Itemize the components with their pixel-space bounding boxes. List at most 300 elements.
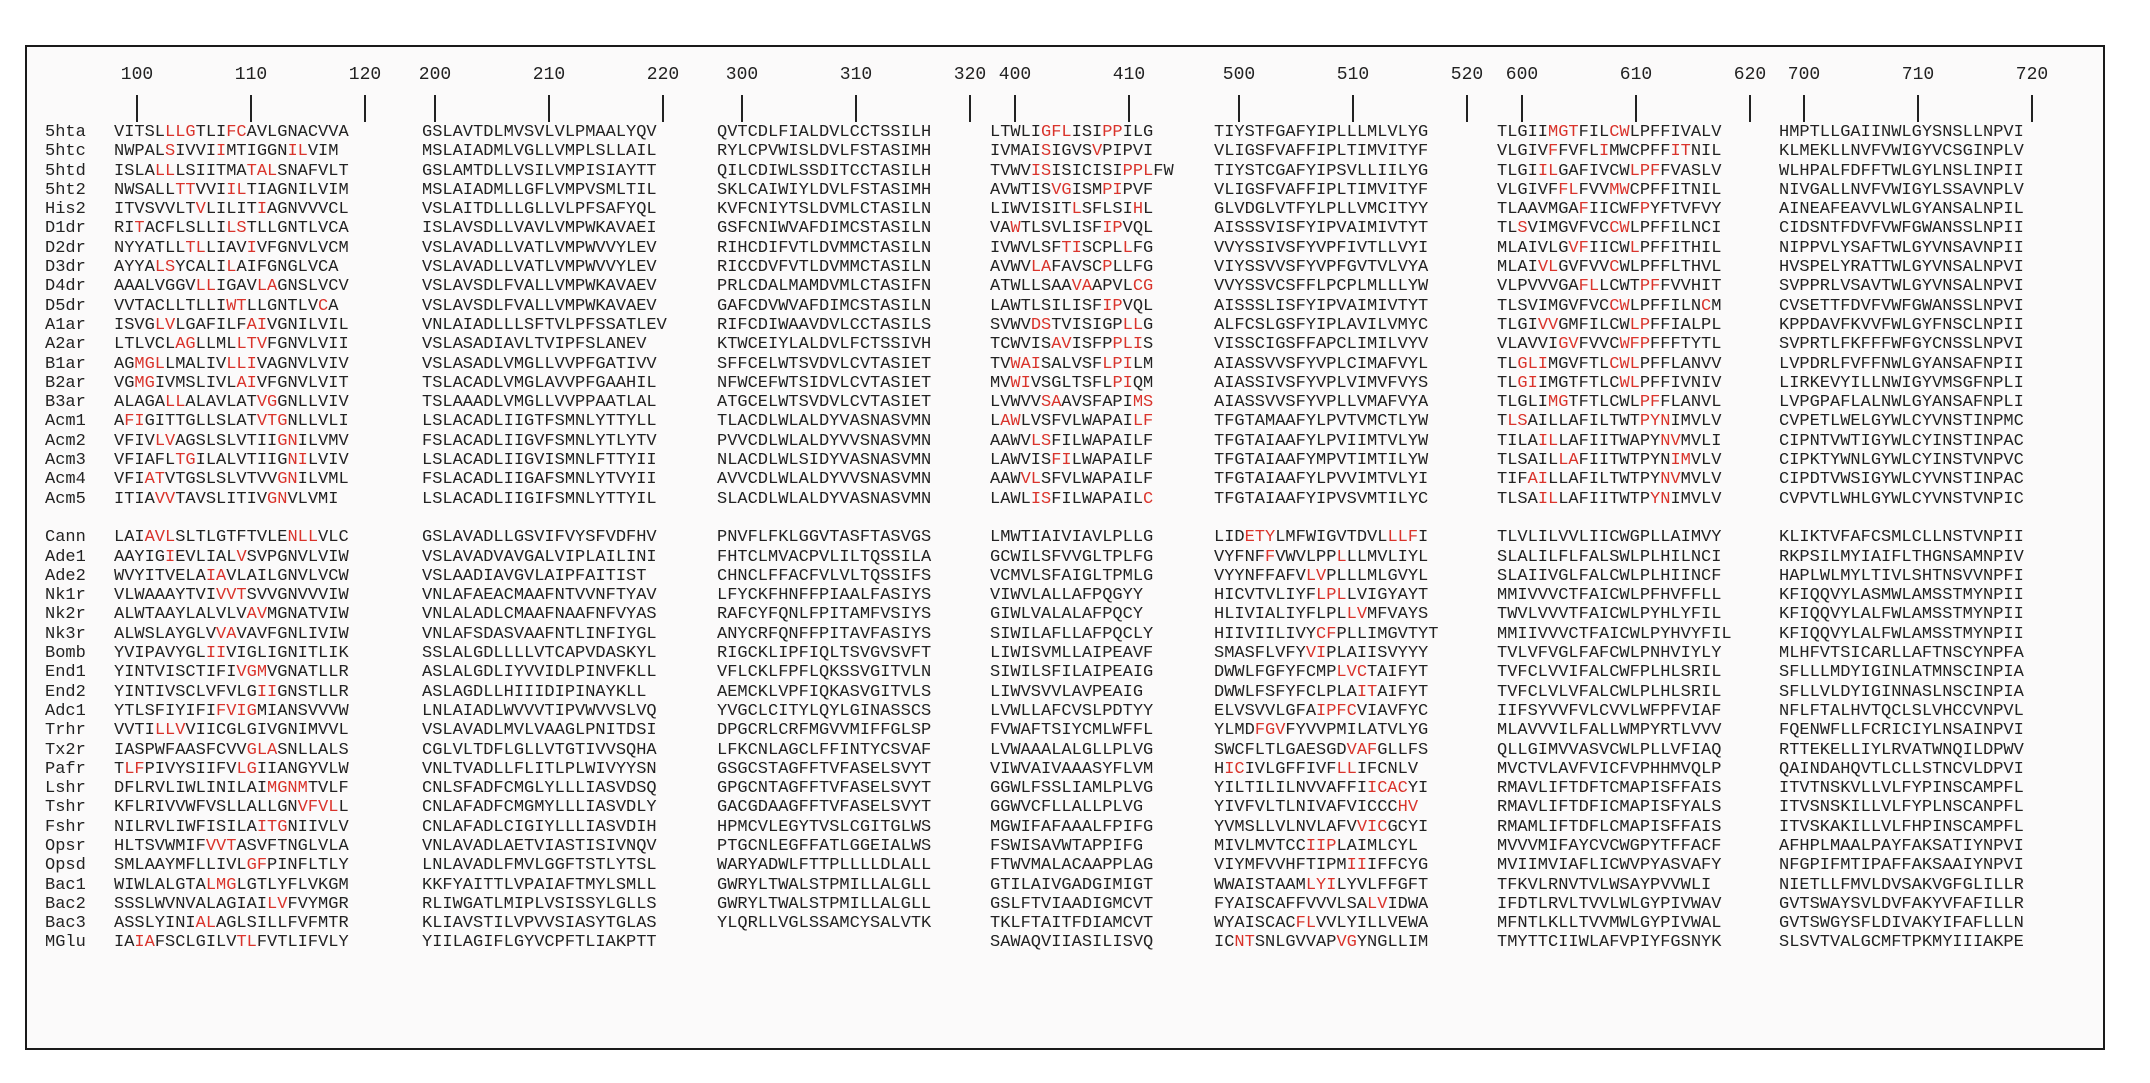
sequence-name: Opsr (45, 836, 86, 856)
conserved-residues: TAL (246, 161, 278, 181)
residues: SFVLWAPAILF (1041, 470, 1154, 490)
residues: TAVSLITIV (175, 489, 268, 509)
residues: VGNATLLR (267, 663, 349, 683)
residues: LNLAIADLWVVVTIPVWVVSLVQ (422, 701, 657, 721)
sequence-row (717, 490, 931, 509)
sequence-row (717, 663, 931, 682)
residues: FILWAPAILF (1051, 431, 1154, 451)
sequence-row (1497, 258, 1732, 277)
sequence-row (1214, 798, 1438, 817)
residues: NIL (1690, 142, 1722, 162)
sequence-row (1779, 374, 2024, 393)
residues: NILRVLIWFISILA (114, 817, 257, 837)
conserved-residues: LL (1336, 759, 1357, 779)
residues: ASLALGDLIYVVIDLPINVFKLL (422, 663, 657, 683)
residues: NLACDLWLSIDYVASNASVMN (717, 451, 932, 471)
sequence-row (1497, 123, 1732, 142)
sequence-row (1497, 374, 1732, 393)
conserved-residues: SA (1041, 393, 1062, 413)
residues: VSLAVADLLVATLVMPWVVYLEV (422, 258, 657, 278)
conserved-residues: IA (205, 566, 227, 586)
sequence-name: Tshr (45, 798, 86, 818)
residues: SVPRTLFKFFFWFGYCNSSLNPVI (1779, 335, 2024, 355)
sequence-row (422, 586, 667, 605)
residues: VLC (318, 528, 349, 548)
sequence-row (1497, 219, 1732, 238)
residues: LLFG (1112, 258, 1154, 278)
conserved-residues: L (1071, 200, 1082, 220)
residues: TMYTTCIIWLAFVPIYFGSNYK (1497, 933, 1722, 953)
residues: TFGTAMAAFYLPVTVMCTLYW (1214, 412, 1429, 432)
residues: SVWV (990, 315, 1031, 335)
sequence-row (114, 200, 349, 219)
residues: FVVHIT (1660, 277, 1722, 297)
residues: LM (1132, 354, 1154, 374)
alignment-block (717, 123, 931, 933)
residues: TSLACADLVMGLAVVPFGAAHIL (422, 373, 657, 393)
residues: LIWVISIT (990, 200, 1072, 220)
position-label: 610 (1619, 65, 1653, 85)
sequence-row (422, 142, 667, 161)
conserved-residues: VGM (236, 663, 268, 683)
residues: FSWISAVWTAPPIFG (990, 836, 1144, 856)
residues: MTIGGN (226, 142, 288, 162)
sequence-row (717, 162, 931, 181)
residues: TV (990, 354, 1011, 374)
sequence-row (114, 393, 349, 412)
residues: LIWVSVVLAVPEAIG (990, 682, 1144, 702)
residues: ISLA (114, 161, 155, 181)
row-gap (717, 509, 931, 528)
conserved-residues: FI (124, 412, 145, 432)
residues: IDWA (1387, 894, 1429, 914)
sequence-row (990, 837, 1174, 856)
residues: AAALVGGV (114, 277, 196, 297)
sequence-row (1214, 355, 1438, 374)
residues: GNSTLLR (277, 682, 349, 702)
conserved-residues: PYN (1639, 412, 1671, 432)
conserved-residues: LL (165, 393, 186, 413)
residues: ISVG (114, 315, 155, 335)
residues: AAW (990, 470, 1021, 490)
sequence-row (422, 895, 667, 914)
sequence-row (1214, 316, 1438, 335)
residues: LMFWIGVTDVL (1275, 528, 1388, 548)
sequence-row (990, 412, 1174, 431)
residues: NFWCEFWTSIDVLCVTASIET (717, 373, 932, 393)
conserved-residues: GN (267, 489, 288, 509)
residues: MFVAYS (1367, 605, 1429, 625)
residues: HIIVIILIVY (1214, 624, 1317, 644)
residues: VSGLTSFL (1030, 373, 1113, 393)
residues: FIITWTPYN (1578, 451, 1671, 471)
residues: VIYMFVVHFTIPM (1214, 856, 1347, 876)
conserved-residues: GLA (246, 740, 278, 760)
residues: MWCPFF (1609, 142, 1671, 162)
conserved-residues: IP (1102, 219, 1123, 239)
residues: LAI (114, 528, 145, 548)
sequence-name: Acm5 (45, 489, 86, 509)
conserved-residues: S (1517, 219, 1528, 239)
residues: AINEAFEAVVLWLGYANSALNPIL (1779, 200, 2024, 220)
residues: GPGCNTAGFFTVFASELSVYT (717, 779, 932, 799)
sequence-row (990, 162, 1174, 181)
residues: NLLVLI (287, 412, 349, 432)
residues: CNLAFADLCIGIYLLLIASVDIH (422, 817, 657, 837)
sequence-name: 5htd (45, 161, 86, 181)
conserved-residues: IL (1537, 161, 1559, 181)
sequence-row (1214, 548, 1438, 567)
sequence-row (990, 586, 1174, 605)
sequence-row (1779, 798, 2024, 817)
sequence-row (114, 837, 349, 856)
sequence-row (717, 239, 931, 258)
conserved-residues: IM (1670, 451, 1691, 471)
residues: AVLGNACVVA (246, 123, 349, 142)
conserved-residues: TL (185, 238, 206, 258)
conserved-residues: IPFC (1316, 701, 1357, 721)
position-label: 220 (646, 65, 680, 85)
conserved-residues: AV (246, 605, 268, 625)
conserved-residues: W (1010, 219, 1021, 239)
conserved-residues: IL (1537, 489, 1559, 509)
sequence-row (1497, 181, 1732, 200)
conserved-residues: LS (1507, 412, 1528, 432)
residues: LAWTLSILISF (990, 296, 1103, 316)
conserved-residues: ITG (256, 817, 288, 837)
sequence-row (1497, 644, 1732, 663)
sequence-row (114, 316, 349, 335)
sequence-row (1497, 856, 1732, 875)
sequence-row (990, 142, 1174, 161)
conserved-residues: IC (1224, 759, 1245, 779)
sequence-row (717, 374, 931, 393)
row-gap (1497, 509, 1732, 528)
residues: WVYITVELA (114, 566, 206, 586)
conserved-residues: LS (1030, 431, 1052, 451)
conserved-residues: LV (1346, 605, 1368, 625)
residues: VLAILGNVLVCW (226, 566, 349, 586)
residues: QM (1132, 373, 1154, 393)
sequence-name: Opsd (45, 856, 86, 876)
conserved-residues: IT (1356, 682, 1378, 702)
sequence-row (1779, 895, 2024, 914)
sequence-name: Acm2 (45, 431, 86, 451)
residues: KLIKTVFAFCSMLCLLNSTVNPII (1779, 528, 2024, 548)
position-tick (548, 95, 550, 122)
residues: TFGTAIAAFYLPVVIMTVLYI (1214, 470, 1429, 490)
alignment-block (1497, 123, 1732, 953)
sequence-row (717, 470, 931, 489)
residues: TWVLVVVTFAICWLPYHLYFIL (1497, 605, 1722, 625)
sequence-row (990, 625, 1174, 644)
sequence-row (717, 393, 931, 412)
sequence-row (1497, 162, 1732, 181)
sequence-row (114, 760, 349, 779)
residues: LGTLYFLVKGM (236, 875, 349, 895)
residues: HMPTLLGAIINWLGYSNSLLNPVI (1779, 123, 2024, 142)
sequence-name: Bac1 (45, 875, 86, 895)
conserved-residues: FGV (1254, 721, 1286, 741)
conserved-residues: VA (216, 624, 237, 644)
sequence-row (114, 721, 349, 740)
residues: YCALI (175, 258, 227, 278)
residues: LMALIV (165, 354, 227, 374)
sequence-row (1214, 625, 1438, 644)
residues: CVSETTFDVFVWFGWANSSLNPVI (1779, 296, 2024, 316)
residues: SMLAAYMFLLIVL (114, 856, 247, 876)
conserved-residues: ETY (1244, 528, 1276, 548)
residues: SSSLWVNVALAGIAI (114, 894, 268, 914)
residues: LPFFILNCI (1629, 219, 1722, 239)
residues: NIETLLFMVLDVSAKVGFGLILLR (1779, 875, 2024, 895)
residues: VVI (195, 180, 227, 200)
residues: MMIVVVCTFAICWLPFHVFFLL (1497, 586, 1722, 606)
residues: VA (990, 219, 1011, 239)
sequence-name: Bomb (45, 644, 86, 664)
residues: IIFSYVVFVLCVVLWFPFVIAF (1497, 701, 1722, 721)
sequence-row (990, 239, 1174, 258)
sequence-row (1779, 162, 2024, 181)
conserved-residues: VV (1537, 315, 1559, 335)
residues: PFFLANVV (1639, 354, 1722, 374)
sequence-row (1497, 528, 1732, 547)
sequence-row (114, 625, 349, 644)
residues: VAVFGNLIVIW (236, 624, 349, 644)
residues: WLPFFLTHVL (1619, 258, 1722, 278)
residues: IFDTLRVLTVVLWLGYPIVWAV (1497, 894, 1722, 914)
residues: CHNCLFFACFVLVLTQSSIFS (717, 566, 932, 586)
conserved-residues: GN (277, 431, 298, 451)
residues: MFNTLKLLTVVMWLGYPIVWAL (1497, 914, 1722, 934)
position-tick (2031, 95, 2033, 122)
conserved-residues: LLF (1387, 528, 1419, 548)
residues: FW (1153, 161, 1174, 181)
residues: VLVMI (287, 489, 339, 509)
sequence-row (422, 625, 667, 644)
residues: VAGNVLVIV (256, 354, 349, 374)
residues: SCPL (1081, 238, 1123, 258)
residues: VIMGVFVC (1527, 219, 1610, 239)
sequence-row (1497, 702, 1732, 721)
residues: VLPVVVGA (1497, 277, 1579, 297)
sequence-name: Tx2r (45, 740, 86, 760)
conserved-residues: LL (1122, 315, 1144, 335)
sequence-row (1214, 605, 1438, 624)
sequence-row (1779, 181, 2024, 200)
residues: RAFCYFQNLFPITAMFVSIYS (717, 605, 932, 625)
residues: WARYADWLFTTPLLLLDLALL (717, 856, 932, 876)
conserved-residues: DS (1030, 315, 1052, 335)
residues: FVTLIFVLY (256, 933, 349, 953)
residues: TVLVFVGLFAFCWLPNHVIYLY (1497, 644, 1722, 664)
residues: ACFLSLLI (144, 219, 227, 239)
sequence-row (1779, 258, 2024, 277)
residues: YVGCLCITYLQYLGINASSCS (717, 701, 932, 721)
conserved-residues: IS (1030, 161, 1052, 181)
sequence-row (1779, 219, 2024, 238)
residues: LPFFILN (1629, 296, 1702, 316)
position-tick (741, 95, 743, 122)
sequence-row (1214, 741, 1438, 760)
residues: PVF (1122, 180, 1154, 200)
sequence-row (1497, 490, 1732, 509)
sequence-row (1779, 876, 2024, 895)
sequence-row (990, 721, 1174, 740)
residues: TLSVLISF (1020, 219, 1103, 239)
residues: VFGNVLVIT (256, 373, 349, 393)
residues: ITVSVVLT (114, 200, 196, 220)
residues: S (1143, 335, 1154, 355)
residues: SIWILSFILAIPEAIG (990, 663, 1154, 683)
residues: RICCDVFVTLDVMMCTASILN (717, 258, 932, 278)
residues: MV (990, 373, 1011, 393)
residues: ATWLLSAA (990, 277, 1072, 297)
sequence-row (422, 779, 667, 798)
residues: TLSVIMGVFVC (1497, 296, 1610, 316)
sequence-row (990, 741, 1174, 760)
residues: GVTSWAYSVLDVFAKYVFAFILLR (1779, 894, 2024, 914)
sequence-row (717, 856, 931, 875)
residues: IMVLV (1670, 412, 1722, 432)
conserved-residues: CG (1132, 277, 1154, 297)
position-tick (364, 95, 366, 122)
residues: CNLAFADFCMGMYLLLIASVDLY (422, 798, 657, 818)
residues: TLGI (1497, 161, 1538, 181)
sequence-row (990, 277, 1174, 296)
sequence-row (1497, 316, 1732, 335)
conserved-residues: ICAC (1367, 779, 1408, 799)
conserved-residues: PF (1639, 277, 1661, 297)
conserved-residues: VL (1020, 470, 1042, 490)
residues: HLIVIALIYFLPL (1214, 605, 1347, 625)
sequence-row (1214, 123, 1438, 142)
position-tick (250, 95, 252, 122)
conserved-residues: IL (287, 142, 308, 162)
conserved-residues: TT (175, 180, 196, 200)
residues: VNLALADLCMAAFNAAFNFVYAS (422, 605, 657, 625)
residues: IA (114, 933, 135, 953)
residues: ISLAVSDLLVAVLVMPWKAVAEI (422, 219, 657, 239)
conserved-residues: C (1701, 296, 1712, 316)
residues: GGWLFSSLIAMLPLVG (990, 779, 1154, 799)
residues: VLAVVI (1497, 335, 1559, 355)
residues: NFLFTALHVTQCLSLVHCCVNPVL (1779, 701, 2024, 721)
residues: GSGCSTAGFFTVFASELSVYT (717, 759, 932, 779)
residues: FTWVMALACAAPPLAG (990, 856, 1154, 876)
residues: I (1418, 528, 1429, 548)
residues: WYAISCAC (1214, 914, 1296, 934)
residues: VSLAVSDLFVALLVMPWKAVAEV (422, 277, 657, 297)
conserved-residues: LV (154, 315, 176, 335)
sequence-row (422, 162, 667, 181)
conserved-residues: AI (236, 373, 257, 393)
sequence-row (1214, 239, 1438, 258)
residues: KFIQQVYLASMWLAMSSTMYNPII (1779, 586, 2024, 606)
conserved-residues: IT (1670, 142, 1691, 162)
residues: VVTI (114, 721, 155, 741)
residues: ITVTNSKVLLVLFYPINSCAMPFL (1779, 779, 2024, 799)
residues: SLAIIVGLFALCWLPLHIINCF (1497, 566, 1722, 586)
residues: LAFIITWTP (1558, 489, 1651, 509)
residues: RI (114, 219, 135, 239)
conserved-residues: L (1122, 238, 1133, 258)
sequence-row (1214, 181, 1438, 200)
residues: HAPLWLMYLTIVLSHTNSVVNPFI (1779, 566, 2024, 586)
residues: TFKVLRNVTVLWSAYPVVWLI (1497, 875, 1712, 895)
residues: SSLALGDLLLLVTCAPVDASKYL (422, 644, 657, 664)
residues: GNLLVIV (277, 393, 349, 413)
residues: SVVGNVVVIW (246, 586, 349, 606)
sequence-row (717, 741, 931, 760)
residues: SLACDLWLALDYVASNASVMN (717, 489, 932, 509)
residues: GAFIVCW (1558, 161, 1630, 181)
residues: VIAVFYC (1356, 701, 1429, 721)
conserved-residues: AW (1000, 412, 1021, 432)
sequence-row (422, 239, 667, 258)
sequence-name: Lshr (45, 779, 86, 799)
position-tick (136, 95, 138, 122)
sequence-row (717, 451, 931, 470)
sequence-row (1214, 200, 1438, 219)
conserved-residues: VG (256, 393, 278, 413)
residues: YI (1407, 779, 1429, 799)
sequence-row (422, 605, 667, 624)
sequence-row (1497, 779, 1732, 798)
sequence-row (1214, 277, 1438, 296)
residues: RIHCDIFVTLDVMMCTASILN (717, 238, 932, 258)
residues: VFIV (114, 431, 155, 451)
sequence-row (422, 490, 667, 509)
residues: HICVTVLIYF (1214, 586, 1317, 606)
sequence-row (990, 219, 1174, 238)
residues: PNVFLFKLGGVTASFTASVGS (717, 528, 932, 548)
sequence-row (422, 219, 667, 238)
residues: GCYI (1387, 817, 1429, 837)
residues: APVL (1092, 277, 1133, 297)
residues: L (1143, 200, 1154, 220)
sequence-row (1779, 586, 2024, 605)
conserved-residues: II (1346, 856, 1368, 876)
residues: TLSAIL (1497, 451, 1559, 471)
sequence-row (1497, 663, 1732, 682)
residues: MVCTVLAVFVICFVPHHMVQLP (1497, 759, 1722, 779)
residues: NIIVLV (287, 817, 349, 837)
sequence-row (1214, 683, 1438, 702)
conserved-residues: CW (1609, 123, 1630, 142)
conserved-residues: WT (226, 296, 247, 316)
sequence-row (1497, 933, 1732, 952)
residues: SFLLVLDYIGINNASLNSCINPIA (1779, 682, 2024, 702)
sequence-row (990, 683, 1174, 702)
sequence-row (422, 181, 667, 200)
position-label: 510 (1336, 65, 1370, 85)
sequence-row (1497, 412, 1732, 431)
sequence-row (990, 914, 1174, 933)
conserved-residues: GFL (1041, 123, 1072, 142)
position-label: 720 (2015, 65, 2049, 85)
conserved-residues: I (165, 547, 176, 567)
conserved-residues: FL (1578, 277, 1600, 297)
sequence-row (114, 432, 349, 451)
row-gap (422, 509, 667, 528)
residues: SNLGVVAP (1254, 933, 1337, 953)
residues: TCWVIS (990, 335, 1052, 355)
residues: NYYATLL (114, 238, 186, 258)
residues: TAIFYT (1367, 663, 1429, 683)
sequence-row (990, 200, 1174, 219)
sequence-name: Cann (45, 528, 86, 548)
